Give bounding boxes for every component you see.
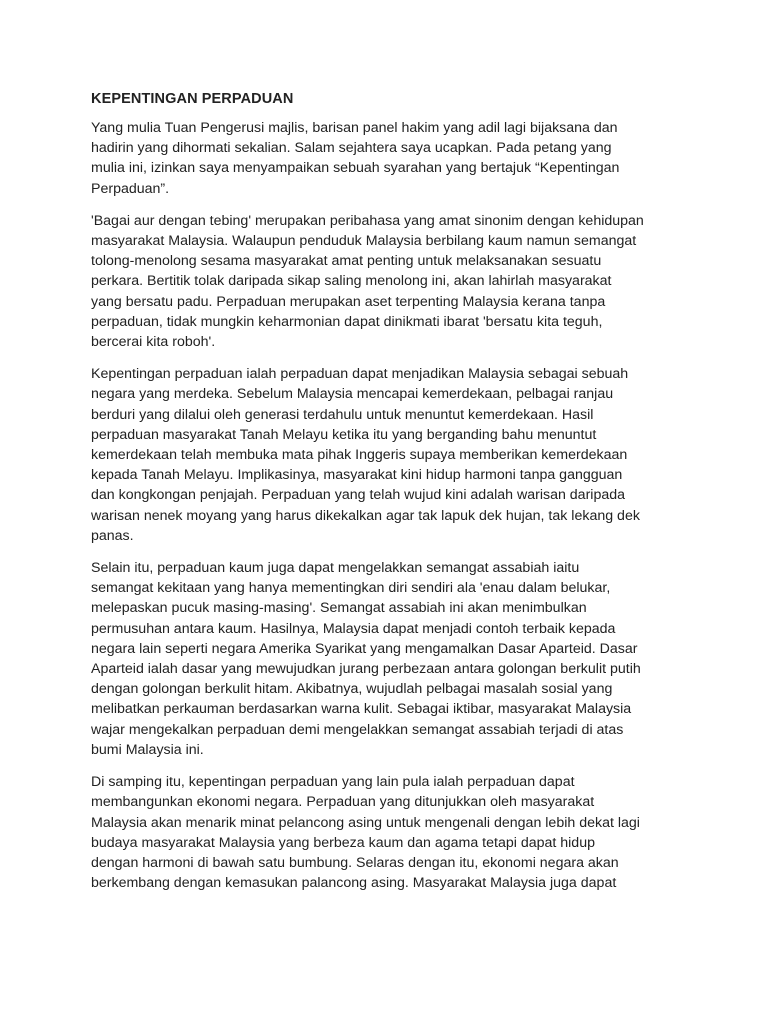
text-line: tolong-menolong sesama masyarakat amat penting untuk melaksanakan sesuatu	[91, 253, 602, 270]
text-line: mulia ini, izinkan saya menyampaikan sebuah syarahan yang bertajuk “Kepentingan	[91, 160, 620, 177]
text-line: perpaduan masyarakat Tanah Melayu ketika itu yang berganding bahu menuntut	[91, 426, 597, 443]
text-line: Selain itu, perpaduan kaum juga dapat mengelakkan semangat assabiah iaitu	[91, 560, 580, 577]
text-line: bumi Malaysia ini.	[91, 741, 204, 758]
text-line: 'Bagai aur dengan tebing' merupakan peribahasa yang amat sinonim dengan kehidupan	[91, 212, 644, 229]
paragraph-kemerdekaan	[91, 364, 718, 546]
text-line: wajar mengekalkan perpaduan demi mengelakkan semangat assabiah terjadi di atas	[91, 721, 624, 738]
text-line: dan kongkongan penjajah. Perpaduan yang telah wujud kini adalah warisan daripada	[91, 487, 626, 504]
text-line: kepada Tanah Melayu. Implikasinya, masyarakat kini hidup harmoni tanpa gangguan	[91, 467, 623, 484]
text-line: melepaskan pucuk masing-masing'. Semangat assabiah ini akan menimbulkan	[91, 600, 587, 617]
paragraph-introduction	[91, 118, 718, 199]
text-line: perpaduan, tidak mungkin keharmonian dapat dinikmati ibarat 'bersatu kita teguh,	[91, 313, 603, 330]
text-line: perkara. Bertitik tolak daripada sikap saling menolong ini, akan lahirlah masyarakat	[91, 273, 612, 290]
text-line: Aparteid ialah dasar yang mewujudkan jurang perbezaan antara golongan berkulit putih	[91, 661, 641, 678]
text-line: budaya masyarakat Malaysia yang berbeza kaum dan agama tetapi dapat hidup	[91, 834, 595, 851]
text-line: panas.	[91, 527, 134, 544]
text-line: warisan nenek moyang yang harus dikekalkan agar tak lapuk dek hujan, tak lekang dek	[91, 507, 640, 524]
text-line: bercerai kita roboh'.	[91, 334, 216, 351]
text-line: Yang mulia Tuan Pengerusi majlis, barisan panel hakim yang adil lagi bijaksana dan	[91, 120, 618, 136]
text-line: berduri yang dilalui oleh generasi terdahulu untuk menuntut kemerdekaan. Hasil	[91, 406, 594, 423]
text-line: negara yang merdeka. Sebelum Malaysia mencapai kemerdekaan, pelbagai ranjau	[91, 386, 614, 403]
text-line: kemerdekaan telah membuka mata pihak Inggeris supaya memberikan kemerdekaan	[91, 447, 628, 464]
text-line: berkembang dengan kemasukan palancong asing. Masyarakat Malaysia juga dapat	[91, 875, 617, 892]
text-line: Malaysia akan menarik minat pelancong asing untuk mengenali dengan lebih dekat lagi	[91, 814, 640, 831]
text-line: dengan golongan berkulit hitam. Akibatnya, wujudlah pelbagai masalah sosial yang	[91, 681, 613, 698]
text-line: membangunkan ekonomi negara. Perpaduan yang ditunjukkan oleh masyarakat	[91, 794, 595, 811]
paragraph-ekonomi	[91, 772, 718, 893]
text-line: yang bersatu padu. Perpaduan merupakan aset terpenting Malaysia kerana tanpa	[91, 293, 606, 310]
text-line: semangat kekitaan yang hanya mementingkan diri sendiri ala 'enau dalam belukar,	[91, 580, 611, 597]
document-title: KEPENTINGAN PERPADUAN	[91, 91, 294, 107]
paragraph-peribahasa	[91, 211, 718, 352]
paragraph-assabiah	[91, 558, 718, 760]
text-line: melibatkan perkauman berdasarkan warna kulit. Sebagai iktibar, masyarakat Malaysia	[91, 701, 632, 718]
text-line: hadirin yang dihormati sekalian. Salam sejahtera saya ucapkan. Pada petang yang	[91, 140, 612, 157]
text-line: dengan harmoni di bawah satu bumbung. Selaras dengan itu, ekonomi negara akan	[91, 854, 619, 871]
text-line: Perpaduan”.	[91, 180, 170, 197]
text-line: Kepentingan perpaduan ialah perpaduan dapat menjadikan Malaysia sebagai sebuah	[91, 366, 629, 383]
text-line: Di samping itu, kepentingan perpaduan yang lain pula ialah perpaduan dapat	[91, 774, 575, 791]
text-line: permusuhan antara kaum. Hasilnya, Malaysia dapat menjadi contoh terbaik kepada	[91, 620, 616, 637]
text-line: negara lain seperti negara Amerika Syarikat yang mengamalkan Dasar Aparteid. Dasar	[91, 640, 638, 657]
text-line: masyarakat Malaysia. Walaupun penduduk Malaysia berbilang kaum namun semangat	[91, 233, 637, 250]
